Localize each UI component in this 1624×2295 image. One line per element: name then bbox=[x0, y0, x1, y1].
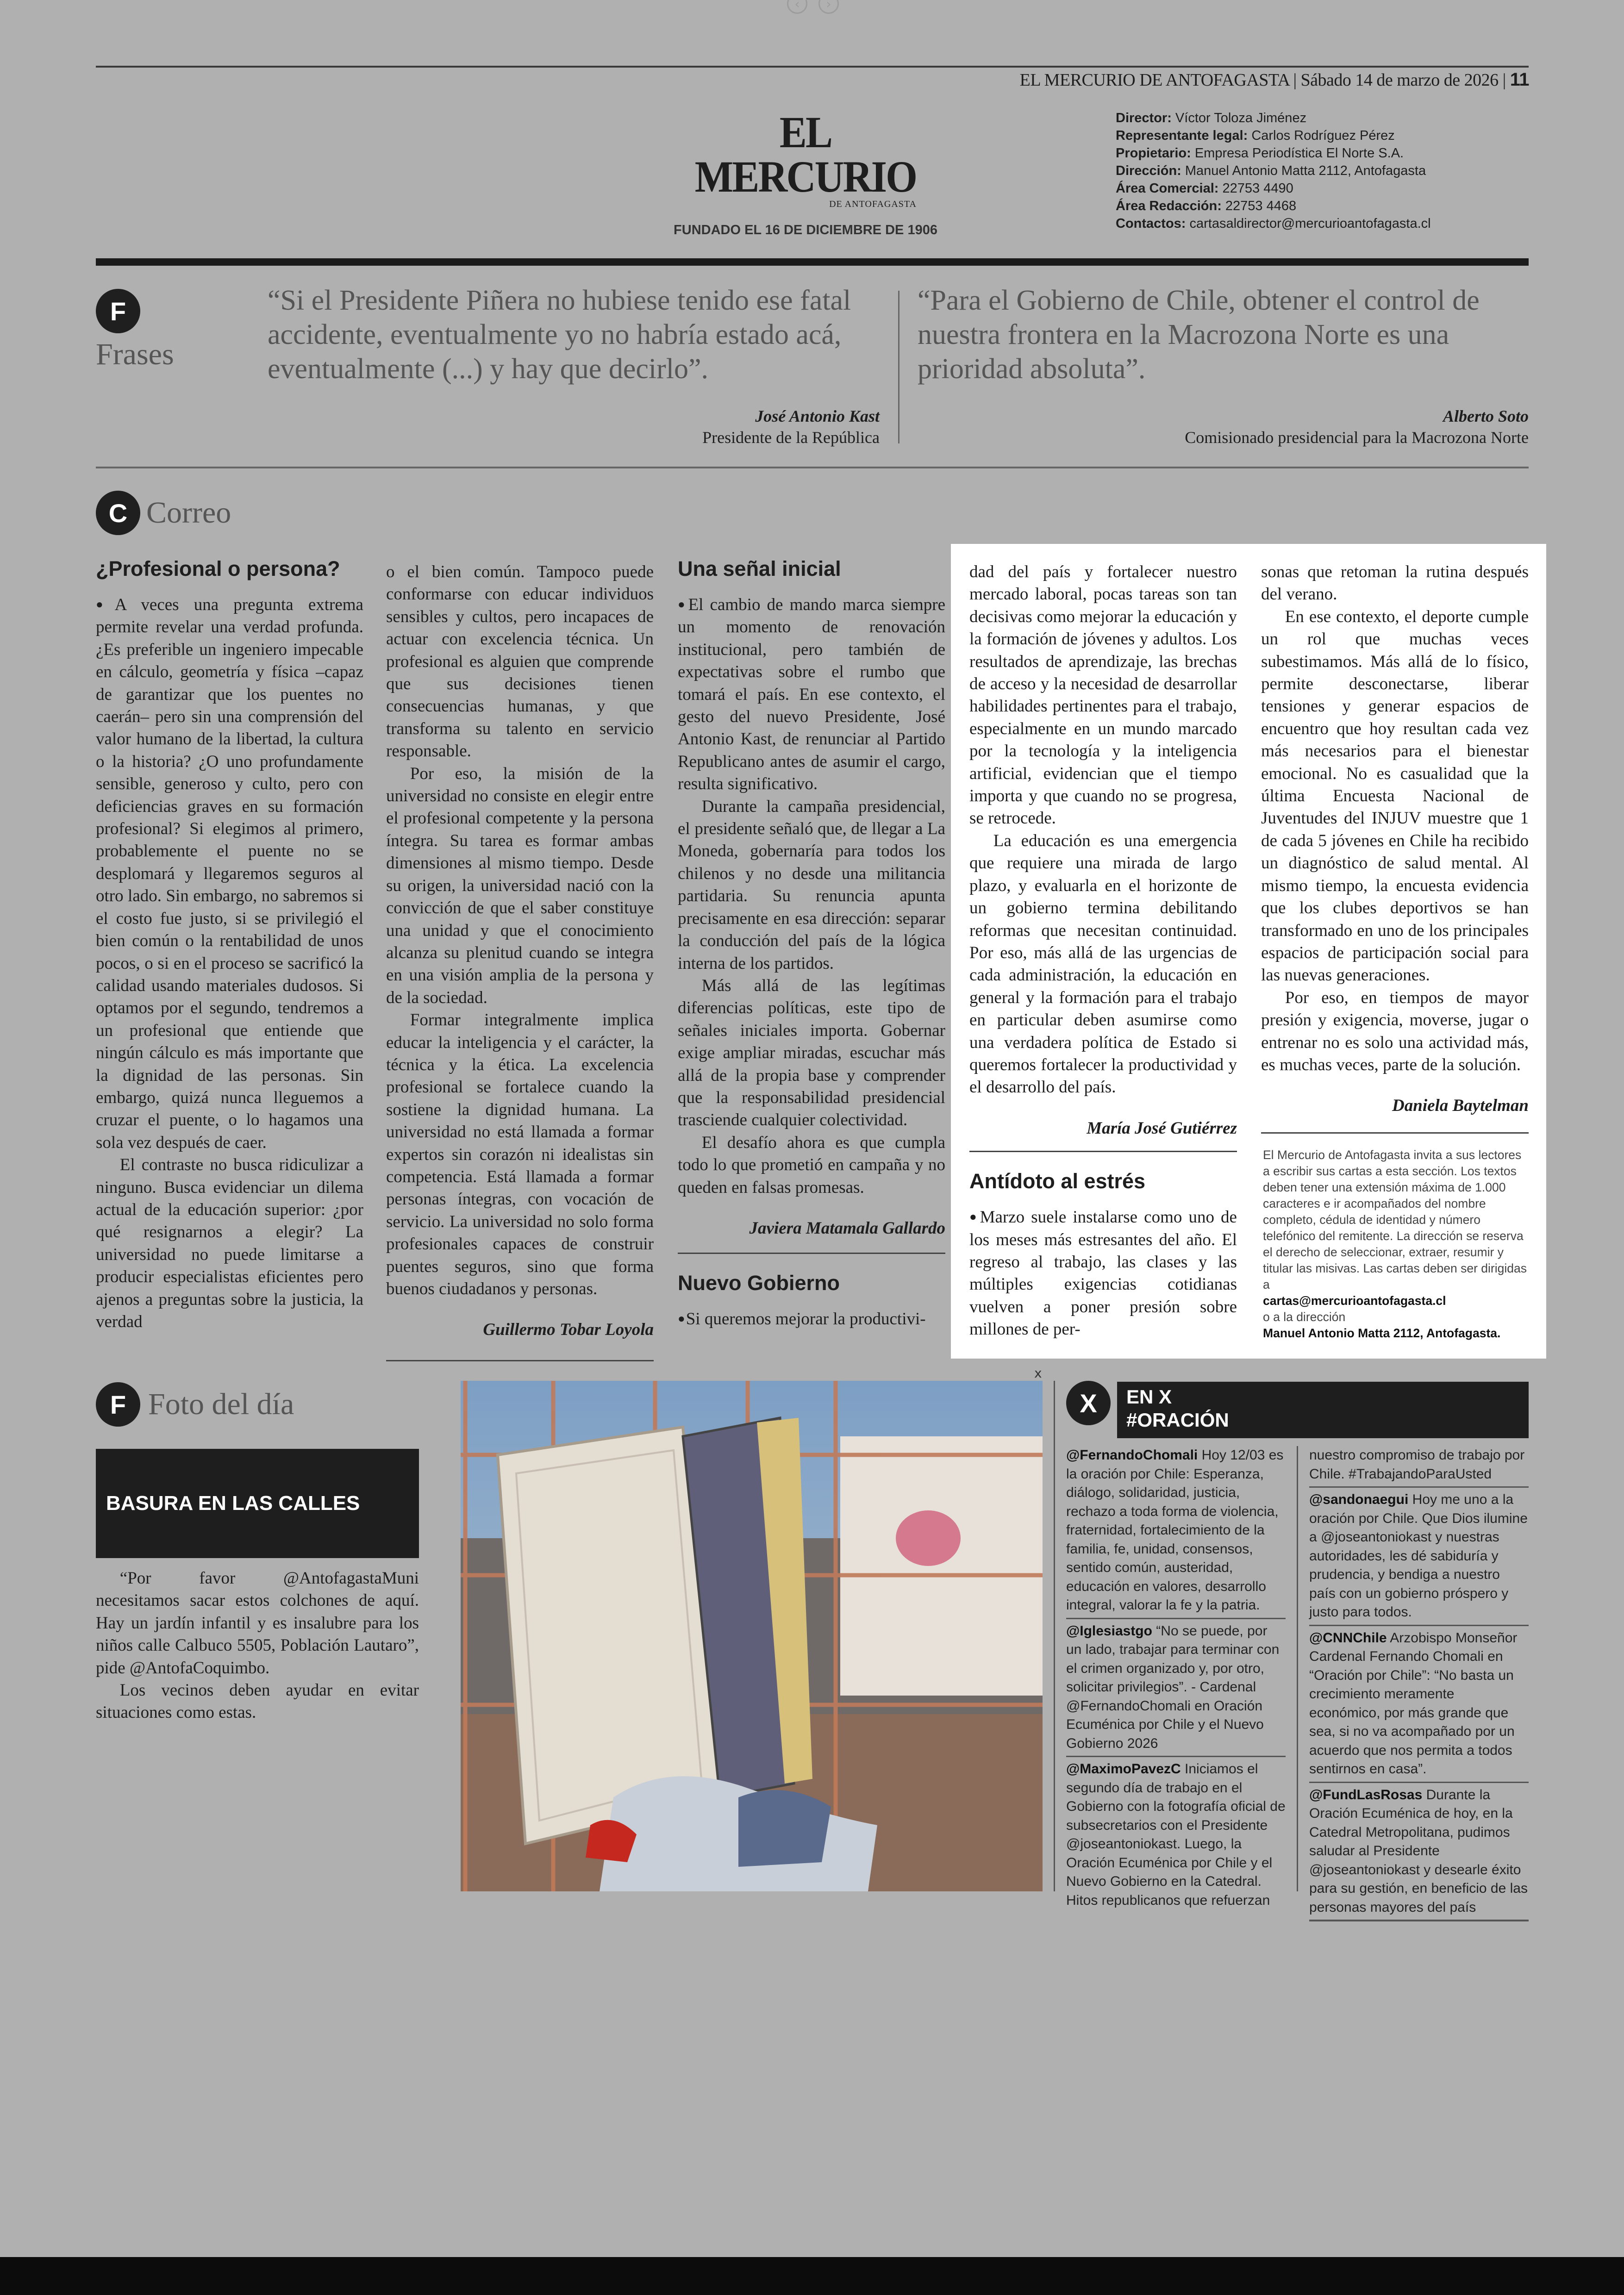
foto-badge: F bbox=[96, 1382, 140, 1427]
page-nav-arrows bbox=[781, 0, 845, 15]
tweet-handle[interactable]: @CNNChile bbox=[1309, 1630, 1387, 1646]
credits bbox=[1116, 109, 1440, 232]
credit-line: Área Redacción: 22753 4468 bbox=[1116, 199, 1297, 213]
tweets-divider bbox=[1297, 1446, 1298, 1891]
letter-4-end-rule bbox=[1261, 1132, 1529, 1134]
tweet: nuestro compromiso de trabajo por Chile. #TrabajandoParaUsted bbox=[1309, 1446, 1529, 1488]
header-rule bbox=[96, 66, 1529, 68]
prev-page-icon[interactable]: ‹ bbox=[787, 0, 807, 14]
masthead bbox=[667, 107, 944, 238]
tweets-col-right bbox=[1309, 1446, 1529, 1924]
tweet-handle[interactable]: @Iglesiastgo bbox=[1066, 1623, 1152, 1639]
tweet: @FernandoChomali Hoy 12/03 es la oración por Chile: Esperanza, diálogo, solidaridad, justicia, rechazo a toda forma de violencia, fraternidad, fortalecimiento de la familia, fe, unidad, consensos, sentido común, austeridad, educación en valores, desarrollo integral, valorar la fe y la patria. bbox=[1066, 1446, 1286, 1619]
photo-of-the-day bbox=[461, 1381, 1043, 1891]
frases-title: Frases bbox=[96, 337, 174, 371]
foto-title: Foto del día bbox=[148, 1387, 294, 1421]
masthead-thick-rule bbox=[96, 258, 1529, 266]
tweet: @MaximoPavezC Iniciamos el segundo día de trabajo en el Gobierno con la fotografía oficial de subsecretarios con el Presidente @joseantoniokast. Luego, la Oración Ecuménica por Chile y el Nuevo Gobierno en la Catedral. Hitos republicanos que refuerzan bbox=[1066, 1761, 1286, 1908]
letter-3-headline: Nuevo Gobierno bbox=[678, 1271, 840, 1295]
photo-caption-text: “Por favor @AntofagastaMuni necesitamos sacar estos colchones de aquí. Hay un jardín infantil y es insalubre para los niños calle Calbuco 5505, Población Lautaro”, pide @AntofaCoquimbo. Los vecinos deben ayudar en evitar situaciones como estas. bbox=[96, 1569, 419, 1722]
quote-1-text: “Si el Presidente Piñera no hubiese tenido ese fatal accidente, eventualmente yo no habría estado acá, eventualmente (...) y hay que decirlo”. bbox=[268, 285, 851, 385]
letter-1-headline: ¿Profesional o persona? bbox=[96, 557, 340, 580]
masthead-sub: DE ANTOFAGASTA bbox=[829, 199, 917, 209]
folio-page: 11 bbox=[1510, 69, 1529, 90]
tweet: @CNNChile Arzobispo Monseñor Cardenal Fernando Chomali en “Oración por Chile”: “No basta un crecimiento meramente económico, por más grande que sea, si no va acompañado por un acuerdo que nos permita a todos sentirnos en casa”. bbox=[1309, 1629, 1529, 1783]
submission-note: El Mercurio de Antofagasta invita a sus lectores a escribir sus cartas a esta sección. Los textos deben tener una extensión máxima de 1.000 caracteres e ir acompañados del nombre completo, cédula de identidad y número telefónico del remitente. La dirección se reserva el derecho de seleccionar, extraer, resumir y titular las misivas. Las cartas deben ser dirigidas a cartas@mercurioantofagasta.cl o a la dirección Manuel Antonio Matta 2112, Antofagasta. bbox=[1263, 1148, 1527, 1340]
credit-line: Director: Víctor Toloza Jiménez bbox=[1116, 111, 1307, 125]
tweet: @FundLasRosas Durante la Oración Ecuménica de hoy, en la Catedral Metropolitana, pudimos saludar al Presidente @joseantoniokast y desearle éxito para su gestión, en beneficio de las personas mayores del país bbox=[1309, 1786, 1529, 1922]
next-page-icon[interactable]: › bbox=[818, 0, 839, 14]
letter-4-headline: Antídoto al estrés bbox=[969, 1169, 1146, 1193]
tweet-handle[interactable]: @FernandoChomali bbox=[1066, 1447, 1198, 1463]
letter-3-col: dad del país y fortalecer nuestro mercado laboral, pocas tareas son tan decisivas como mejorar la educación y la formación de jóvenes y adultos. Los resultados de aprendizaje, las brechas de acceso y la necesidad de desarrollar habilidades pertinentes para el trabajo, especialmente en un mundo marcado por la tecnología y la inteligencia artificial, evidencian que el tiempo importa y que cuando no se progresa, se retrocede. La educación es una emergencia que requiere una mirada de largo plazo, y evaluarla en el horizonte de un gobierno termina debilitando reformas que necesitan continuidad. Por eso, más allá de las urgencias de cada administración, la educación en general y la formación para el trabajo en particular deben asumirse como una verdadera política de Estado si queremos fortalecer la productividad y el desarrollo del país. María José Gutiérrez Antídoto al estrés ● Marzo suele instalarse como uno de los meses más estresantes del año. El regreso al trabajo, las clases y las múltiples exigencias cotidianas vuelven a poner presión sobre millones de per- bbox=[969, 561, 1237, 1341]
credit-line: Propietario: Empresa Periodística El Norte S.A. bbox=[1116, 146, 1404, 161]
credit-line: Dirección: Manuel Antonio Matta 2112, Antofagasta bbox=[1116, 163, 1426, 178]
photo-mattresses-illustration bbox=[461, 1381, 1043, 1891]
masthead-founded: FUNDADO EL 16 DE DICIEMBRE DE 1906 bbox=[674, 223, 937, 237]
letter-2-signature: Javiera Matamala Gallardo bbox=[749, 1218, 945, 1238]
quote-1-author: José Antonio Kast Presidente de la República bbox=[702, 407, 880, 447]
letter-2-end-rule bbox=[678, 1253, 945, 1254]
correo-badge: C bbox=[96, 491, 140, 535]
tweet: @Iglesiastgo “No se puede, por un lado, trabajar para terminar con el crimen organizado y, por otro, solicitar privilegios”. - Cardenal @FernandoChomali en Oración Ecuménica por Chile y el Nuevo Gobierno 2026 bbox=[1066, 1622, 1286, 1758]
frases-badge: F bbox=[96, 289, 140, 333]
letter-1-col-2: o el bien común. Tampoco puede conformarse con educar individuos sensibles y cultos, pero incapaces de actuar con excelencia técnica. Un profesional es alguien que comprende que sus decisiones tienen consecuencias humanas, y que transforma su talento en servicio responsable. Por eso, la misión de la universidad no consiste en elegir entre el profesional competente y la persona íntegra. Su tarea es formar ambas dimensiones al mismo tiempo. Desde su origen, la universidad nació con la convicción de que el saber constituye una unidad y que el conocimiento alcanza su plenitud cuando se integra en una visión amplia de la persona y de la sociedad. Formar integralmente implica educar la inteligencia y el carácter, la técnica y la ética. La excelencia profesional se fortalece cuando la sostiene la dignidad humana. La universidad no está llamada a formar expertos sin corazón ni idealistas sin competencia. Está llamada a formar personas íntegras, con vocación de servicio. La universidad no solo forma profesionales capaces de construir puentes seguros, sino que forma buenos ciudadanos y personas. Guillermo Tobar Loyola bbox=[386, 561, 654, 1361]
letter-1-col-1: ¿Profesional o persona? ● A veces una pregunta extrema permite revelar una verdad profunda. ¿Es preferible un ingeniero impecable en cálculo, geometría y física –capaz de garantizar que los puentes no caerán– pero sin una comprensión del valor humano de la libertad, la cultura o la historia? ¿O uno profundamente sensible, generoso y culto, pero con deficiencias graves en su formación profesional? Si elegimos al primero, probablemente el puente no se desplomará y llegaremos seguros al otro lado. Sin embargo, no sabremos si el costo fue justo, si se privilegió el bien común o la rentabilidad de unos pocos, o si en el proceso se sacrificó la calidad usando materiales dudosos. Si optamos por el segundo, tendremos a un profesional que entiende que ningún cálculo es más importante que la dignidad de las personas. Sin embargo, quizá nunca lleguemos a cruzar el puente, o lo hagamos una sola vez después de caer. El contraste no busca ridiculizar a ninguno. Busca evidenciar un dilema actual de la educación superior: ¿por qué resignarnos a elegir? La universidad no puede limitarse a producir especialistas eficientes pero ajenos a preguntas sobre la justicia, la verdad bbox=[96, 555, 363, 1333]
enx-divider bbox=[1054, 1381, 1055, 1891]
letter-3-signature: María José Gutiérrez bbox=[1087, 1118, 1237, 1138]
letter-4-col: sonas que retoman la rutina después del verano. En ese contexto, el deporte cumple un rol que muchas veces subestimamos. Más allá de lo físico, permite desconectarse, liberar tensiones y generar espacios de encuentro que hoy resultan cada vez más necesarios para el bienestar emocional. No es casualidad que la última Encuesta Nacional de Juventudes del INJUV muestre que 1 de cada 5 jóvenes en Chile ha recibido un diagnóstico de salud mental. Al mismo tiempo, la encuesta evidencia que los clubes deportivos se han transformado en uno de los principales espacios de participación social para las nuevas generaciones. Por eso, en tiempos de mayor presión y exigencia, moverse, jugar o entrenar no es solo una actividad más, es muchas veces, parte de la solución. Daniela Baytelman bbox=[1261, 561, 1529, 1134]
masthead-logo: EL MERCURIO bbox=[694, 107, 917, 201]
viewer-bottom-bar bbox=[0, 2257, 1624, 2295]
tweet-handle[interactable]: @FundLasRosas bbox=[1309, 1787, 1423, 1802]
letter-1-signature: Guillermo Tobar Loyola bbox=[483, 1320, 654, 1340]
frases-divider bbox=[898, 291, 899, 443]
quote-2-text: “Para el Gobierno de Chile, obtener el control de nuestra frontera en la Macrozona Norte es una prioridad absoluta”. bbox=[918, 285, 1480, 385]
tweet: @sandonaegui Hoy me uno a la oración por Chile. Que Dios ilumine a @joseantoniokast y nuestras autoridades, les dé sabiduría y prudencia, y bendiga a nuestro país con un gobierno próspero y justo para todos. bbox=[1309, 1491, 1529, 1626]
letter-3-end-rule bbox=[969, 1151, 1237, 1152]
tweet-handle[interactable]: @sandonaegui bbox=[1309, 1492, 1409, 1507]
letter-2-headline: Una señal inicial bbox=[678, 557, 841, 580]
letters-address: Manuel Antonio Matta 2112, Antofagasta. bbox=[1263, 1326, 1501, 1340]
folio-date: Sábado 14 de marzo de 2026 bbox=[1300, 70, 1499, 90]
tweet-handle[interactable]: @MaximoPavezC bbox=[1066, 1761, 1181, 1777]
credit-line: Área Comercial: 22753 4490 bbox=[1116, 181, 1293, 196]
letter-1-end-rule bbox=[386, 1360, 654, 1361]
credit-line: Representante legal: Carlos Rodríguez Pérez bbox=[1116, 128, 1395, 143]
letter-4-signature: Daniela Baytelman bbox=[1392, 1096, 1529, 1116]
enx-header: EN X #ORACIÓN bbox=[1117, 1382, 1529, 1438]
letter-2-col: Una señal inicial ● El cambio de mando marca siempre un momento de renovación institucional, pero también de expectativas sobre el rumbo que tomará el país. En ese contexto, el gesto del nuevo Presidente, José Antonio Kast, de renunciar al Partido Republicano antes de asumir el cargo, resulta significativo. Durante la campaña presidencial, el presidente señaló que, de llegar a La Moneda, gobernaría para todos los chilenos y no desde una militancia partidaria. Su renuncia apunta precisamente en esa dirección: separar la conducción del país de la lógica interna de los partidos. Más allá de las legítimas diferencias políticas, este tipo de señales iniciales importa. Gobernar exige ampliar miradas, escuchar más allá de la propia base y comprender que la responsabilidad presidencial trasciende cualquier colectividad. El desafío ahora es que cumpla todo lo que prometió en campaña y no queden en falsas promesas. Javiera Matamala Gallardo Nuevo Gobierno ● Si queremos mejorar la productivi- bbox=[678, 555, 945, 1331]
photo-caption-box: BASURA EN LAS CALLES bbox=[96, 1449, 419, 1558]
enx-badge: X bbox=[1066, 1381, 1111, 1425]
photo-close-icon[interactable]: x bbox=[1034, 1366, 1042, 1381]
folio-paper: EL MERCURIO DE ANTOFAGASTA bbox=[1019, 70, 1289, 90]
quote-2-author: Alberto Soto Comisionado presidencial para la Macrozona Norte bbox=[1185, 407, 1529, 447]
tweets-col-left bbox=[1066, 1446, 1286, 1915]
letters-email[interactable]: cartas@mercurioantofagasta.cl bbox=[1263, 1294, 1446, 1308]
correo-title: Correo bbox=[146, 496, 231, 530]
credit-line: Contactos: cartasaldirector@mercurioantofagasta.cl bbox=[1116, 216, 1431, 231]
frases-bottom-rule bbox=[96, 467, 1529, 468]
folio: EL MERCURIO DE ANTOFAGASTA | Sábado 14 de marzo de 2026 | 11 bbox=[1019, 69, 1529, 90]
